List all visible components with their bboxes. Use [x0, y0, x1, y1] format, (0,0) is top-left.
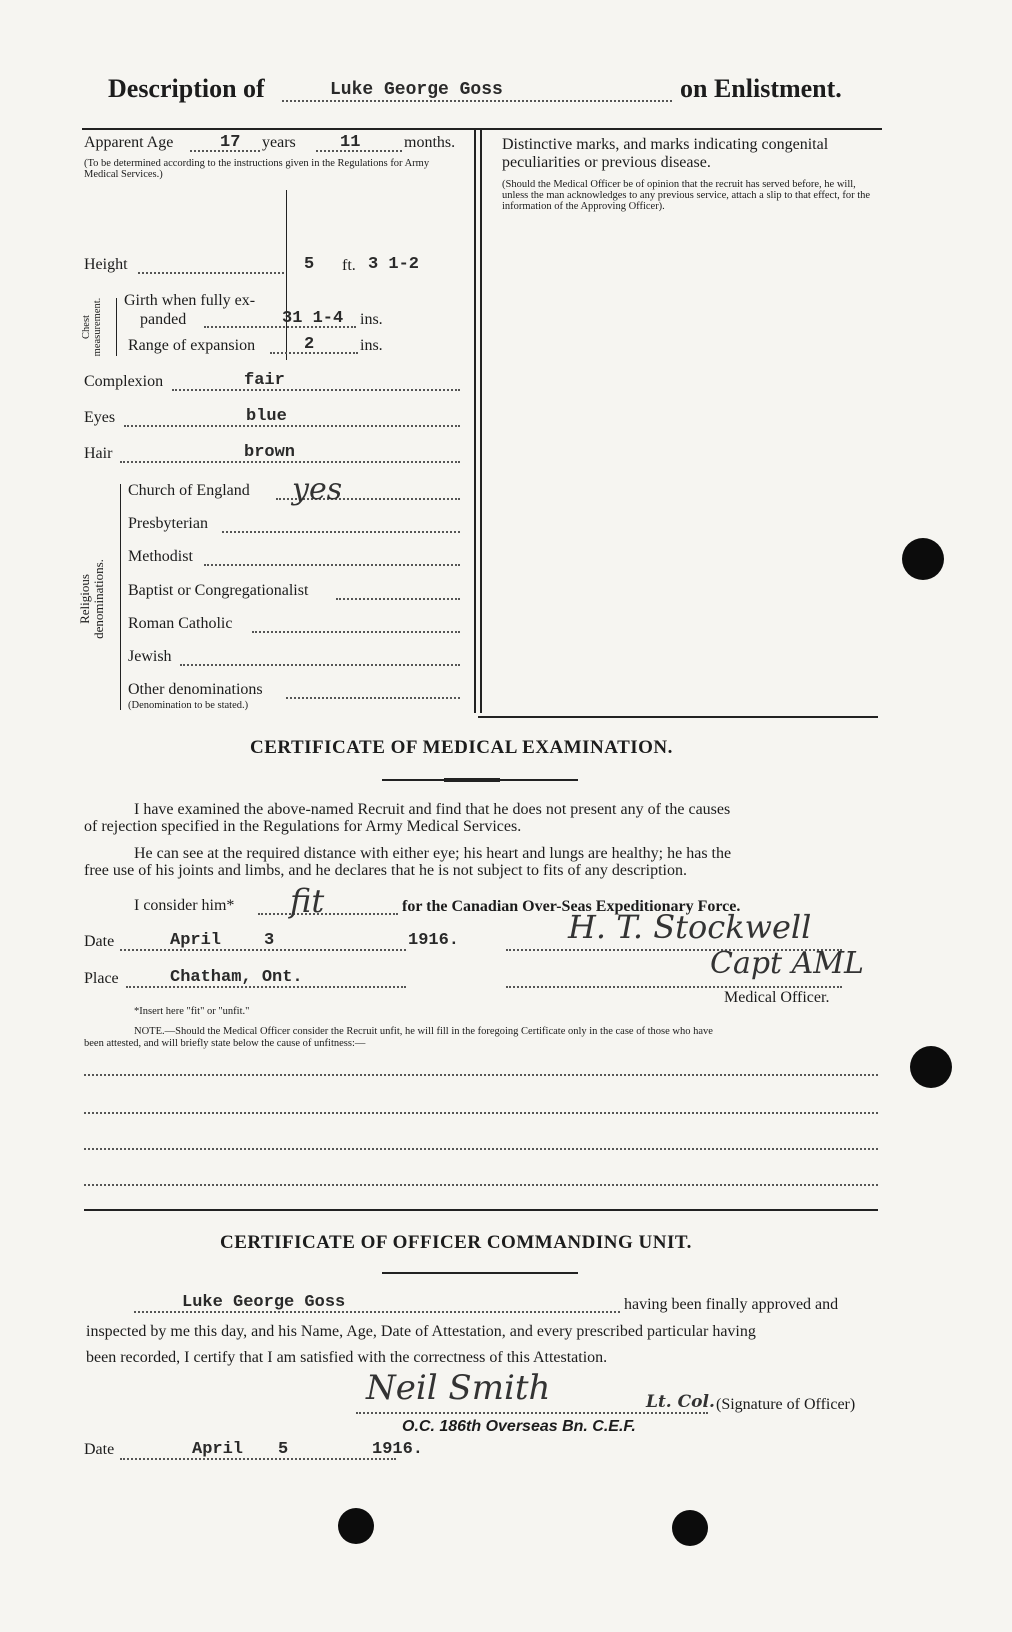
height-ft-value: 5 [304, 255, 315, 274]
age-months-value: 11 [340, 133, 361, 152]
chest-brace [116, 298, 117, 356]
age-label: Apparent Age [84, 134, 174, 151]
section-rule-1 [478, 716, 878, 718]
hair-label: Hair [84, 445, 113, 462]
medical-officer-label: Medical Officer. [724, 989, 830, 1006]
eyes-label: Eyes [84, 409, 116, 426]
range-ins-label: ins. [360, 337, 383, 354]
punch-hole-bottom-right [672, 1510, 708, 1546]
complexion-value: fair [244, 371, 285, 390]
height-bracket [286, 190, 287, 360]
commanding-heading: CERTIFICATE OF OFFICER COMMANDING UNIT. [220, 1232, 692, 1253]
commanding-name: Luke George Goss [182, 1293, 346, 1312]
range-value: 2 [304, 335, 315, 354]
header-title-suffix: on Enlistment. [680, 74, 842, 103]
years-label: years [262, 134, 296, 151]
roman-catholic-line [252, 631, 460, 633]
consider-line [258, 913, 398, 915]
hair-value: brown [244, 443, 296, 462]
medical-para1-line2: of rejection specified in the Regulations for Army Medical Services. [84, 818, 522, 835]
unfitness-line-2 [84, 1112, 878, 1114]
insert-note: *Insert here "fit" or "unfit." [134, 1006, 250, 1017]
complexion-line [172, 389, 460, 391]
baptist-label: Baptist or Congregationalist [128, 582, 309, 599]
marks-note: (Should the Medical Officer be of opinion that the recruit has served before, he will, unless the man acknowledges to any previous service, attach a slip to that effect, for the information of the Approving Officer). [502, 179, 871, 212]
header-name: Luke George Goss [330, 80, 503, 100]
medical-para2-line2: free use of his joints and limbs, and he declares that he is not subject to fits of any description. [84, 862, 687, 879]
commanding-signature-label: (Signature of Officer) [716, 1396, 856, 1413]
medical-heading: CERTIFICATE OF MEDICAL EXAMINATION. [250, 737, 673, 758]
commanding-heading-rule [382, 1272, 578, 1274]
header-name-line [282, 100, 672, 102]
unfitness-line-1 [84, 1074, 878, 1076]
column-divider-2 [480, 128, 482, 713]
roman-catholic-label: Roman Catholic [128, 615, 233, 632]
medical-para2-line1: He can see at the required distance with either eye; his heart and lungs are healthy; he has the [134, 845, 732, 862]
religion-brace [120, 484, 121, 710]
commanding-rank: Lt. Col. [646, 1392, 715, 1412]
medical-para1-line1: I have examined the above-named Recruit and find that he does not present any of the causes [134, 801, 731, 818]
force-label: for the Canadian Over-Seas Expeditionary Force. [402, 898, 741, 915]
punch-hole-right-lower [910, 1046, 952, 1088]
age-years-value: 17 [220, 133, 241, 152]
commanding-date-month: April [192, 1440, 244, 1459]
girth-value: 31 1-4 [282, 309, 344, 328]
medical-note-line2: been attested, and will briefly state below the cause of unfitness:— [84, 1038, 366, 1049]
range-label: Range of expansion [128, 337, 256, 354]
months-label: months. [404, 134, 456, 151]
chest-measurement-label: Chest measurement. [81, 297, 103, 357]
place-label: Place [84, 970, 119, 987]
height-line [138, 272, 284, 274]
commanding-date-year: 1916. [372, 1440, 424, 1459]
medical-date-day: 3 [264, 931, 275, 950]
medical-signature: H. T. Stockwell [568, 908, 812, 946]
commanding-line3: been recorded, I certify that I am satisfied with the correctness of this Attestation. [86, 1349, 608, 1366]
medical-note-line1: NOTE.—Should the Medical Officer consider the Recruit unfit, he will fill in the foregoing Certificate only in the case of those who have [134, 1026, 713, 1037]
presbyterian-label: Presbyterian [128, 515, 208, 532]
medical-rank-line [506, 986, 842, 988]
medical-signature-rank: Capt AML [710, 946, 864, 981]
church-of-england-mark: yes [292, 472, 343, 507]
medical-heading-rule-center [444, 778, 500, 782]
commanding-signature-line [356, 1412, 708, 1414]
complexion-label: Complexion [84, 373, 164, 390]
other-denominations-note: (Denomination to be stated.) [128, 700, 249, 711]
methodist-label: Methodist [128, 548, 193, 565]
unfitness-line-3 [84, 1148, 878, 1150]
punch-hole-right-upper [902, 538, 944, 580]
girth-label-2: panded [140, 311, 187, 328]
commanding-line2: inspected by me this day, and his Name, Age, Date of Attestation, and every prescribed particular having [86, 1323, 756, 1340]
age-note: (To be determined according to the instructions given in the Regulations for Army Medical Services.) [84, 158, 430, 180]
girth-label-1: Girth when fully ex- [124, 292, 256, 309]
commanding-date-day: 5 [278, 1440, 289, 1459]
other-denominations-line [286, 697, 460, 699]
consider-label: I consider him* [134, 897, 235, 914]
medical-date-line [120, 949, 406, 951]
church-of-england-label: Church of England [128, 482, 250, 499]
height-label: Height [84, 256, 128, 273]
marks-label-2: peculiarities or previous disease. [502, 154, 711, 171]
marks-label-1: Distinctive marks, and marks indicating congenital [502, 136, 829, 153]
eyes-line [124, 425, 460, 427]
column-divider-1 [474, 128, 476, 713]
eyes-value: blue [246, 407, 287, 426]
header-title-prefix: Description of [108, 74, 265, 103]
medical-date-month: April [170, 931, 222, 950]
commanding-signature: Neil Smith [366, 1368, 551, 1408]
ft-label: ft. [342, 257, 356, 274]
presbyterian-line [222, 531, 460, 533]
consider-value: fit [290, 882, 325, 920]
commanding-stamp: O.C. 186th Overseas Bn. C.E.F. [402, 1418, 636, 1435]
methodist-line [204, 564, 460, 566]
commanding-date-line [120, 1458, 396, 1460]
jewish-label: Jewish [128, 648, 172, 665]
height-in-value: 3 1-2 [368, 255, 420, 274]
header-rule [82, 128, 882, 130]
other-denominations-label: Other denominations [128, 681, 263, 698]
commanding-line1-suffix: having been finally approved and [624, 1296, 839, 1313]
punch-hole-bottom-left [338, 1508, 374, 1544]
medical-date-year: 1916. [408, 931, 460, 950]
jewish-line [180, 664, 460, 666]
place-value: Chatham, Ont. [170, 968, 303, 987]
medical-date-label: Date [84, 933, 115, 950]
girth-ins-label: ins. [360, 311, 383, 328]
section-rule-2 [84, 1209, 878, 1211]
religion-label: Religious denominations. [77, 559, 106, 639]
commanding-date-label: Date [84, 1441, 115, 1458]
unfitness-line-4 [84, 1184, 878, 1186]
baptist-line [336, 598, 460, 600]
